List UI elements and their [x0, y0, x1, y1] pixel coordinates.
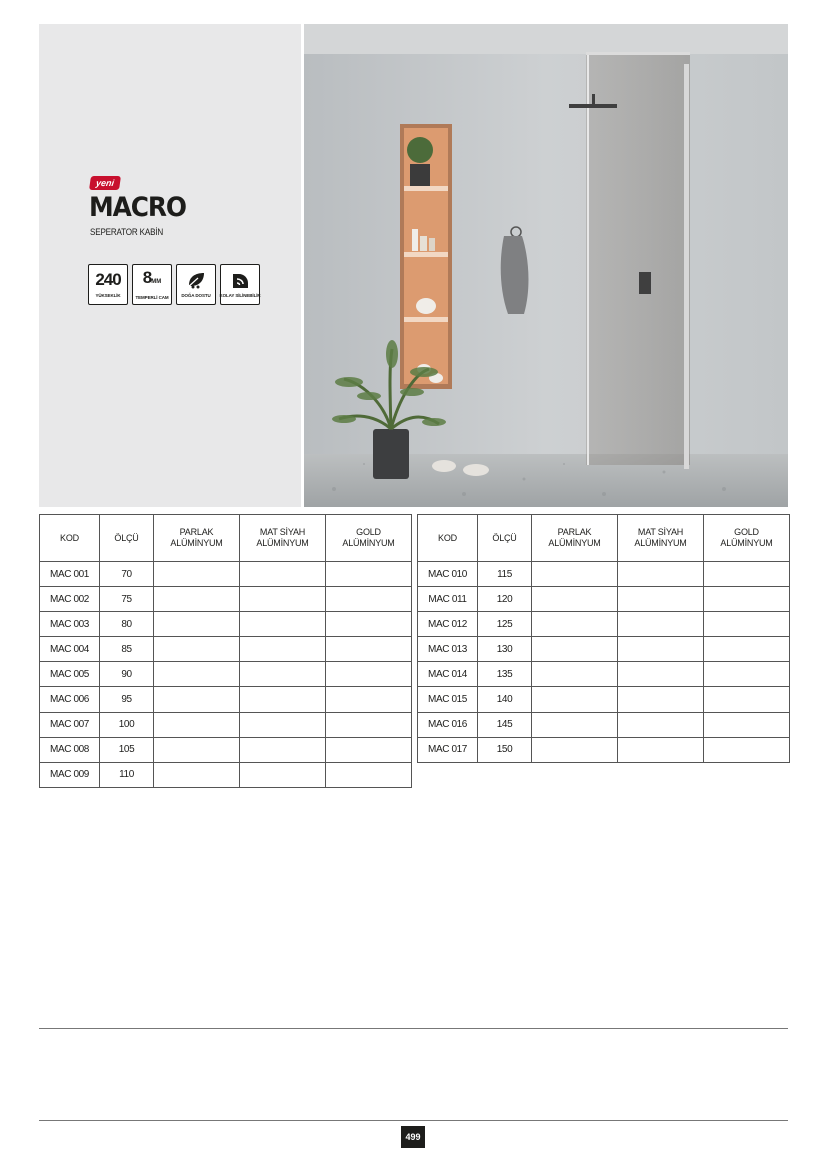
product-code-cell: MAC 003 — [40, 612, 100, 637]
finish-cell — [154, 737, 240, 762]
table-row — [418, 712, 790, 737]
finish-cell — [618, 587, 704, 612]
finish-cell — [704, 712, 790, 737]
product-code-cell: MAC 006 — [40, 687, 100, 712]
size-cell: 145 — [478, 712, 532, 737]
product-code-cell: MAC 011 — [418, 587, 478, 612]
finish-cell — [618, 712, 704, 737]
easy-clean-caption: KOLAY SİLİNEBİLİR — [219, 293, 261, 298]
product-code-cell: MAC 009 — [40, 762, 100, 787]
table-row — [40, 612, 412, 637]
size-cell: 135 — [478, 662, 532, 687]
finish-cell — [240, 562, 326, 587]
table-row — [418, 587, 790, 612]
column-header: MAT SİYAH ALÜMİNYUM — [618, 515, 704, 562]
new-badge: yeni — [89, 176, 121, 190]
table-row — [40, 712, 412, 737]
finish-cell — [704, 612, 790, 637]
finish-cell — [240, 587, 326, 612]
table-row — [418, 612, 790, 637]
eco-feature — [176, 264, 216, 305]
glass-unit: MM — [151, 279, 162, 285]
finish-cell — [154, 762, 240, 787]
size-cell: 140 — [478, 687, 532, 712]
column-header: KOD — [418, 515, 478, 562]
price-table-right — [417, 514, 790, 763]
product-code-cell: MAC 015 — [418, 687, 478, 712]
column-header: GOLD ALÜMİNYUM — [704, 515, 790, 562]
glass-caption: TEMPERLİ CAM — [135, 295, 169, 300]
product-code-cell: MAC 014 — [418, 662, 478, 687]
finish-cell — [154, 587, 240, 612]
column-header: ÖLÇÜ — [478, 515, 532, 562]
product-code-cell: MAC 004 — [40, 637, 100, 662]
table-header-row — [418, 515, 790, 562]
product-code-cell: MAC 010 — [418, 562, 478, 587]
finish-cell — [240, 637, 326, 662]
product-info-panel — [39, 24, 301, 507]
finish-cell — [704, 637, 790, 662]
finish-cell — [704, 662, 790, 687]
product-code-cell: MAC 005 — [40, 662, 100, 687]
product-subtitle: SEPERATOR KABİN — [90, 227, 164, 237]
product-code-cell: MAC 017 — [418, 737, 478, 762]
column-header: GOLD ALÜMİNYUM — [326, 515, 412, 562]
product-code-cell: MAC 001 — [40, 562, 100, 587]
product-code-cell: MAC 002 — [40, 587, 100, 612]
finish-cell — [532, 587, 618, 612]
size-cell: 105 — [100, 737, 154, 762]
product-code-cell: MAC 012 — [418, 612, 478, 637]
finish-cell — [704, 562, 790, 587]
finish-cell — [154, 612, 240, 637]
divider-line — [39, 1028, 788, 1029]
size-cell: 110 — [100, 762, 154, 787]
size-cell: 115 — [478, 562, 532, 587]
product-photo — [304, 24, 788, 507]
eco-caption: DOĞA DOSTU — [181, 293, 211, 298]
finish-cell — [326, 662, 412, 687]
table-row — [40, 562, 412, 587]
finish-cell — [154, 637, 240, 662]
finish-cell — [704, 587, 790, 612]
finish-cell — [240, 737, 326, 762]
column-header: ÖLÇÜ — [100, 515, 154, 562]
size-cell: 125 — [478, 612, 532, 637]
finish-cell — [326, 612, 412, 637]
table-row — [40, 687, 412, 712]
table-row — [418, 662, 790, 687]
size-cell: 70 — [100, 562, 154, 587]
finish-cell — [532, 687, 618, 712]
easy-clean-feature — [220, 264, 260, 305]
page-number: 499 — [401, 1126, 425, 1148]
table-row — [40, 587, 412, 612]
finish-cell — [532, 662, 618, 687]
footer-divider-line — [39, 1120, 788, 1121]
finish-cell — [240, 612, 326, 637]
table-row — [418, 737, 790, 762]
finish-cell — [326, 687, 412, 712]
finish-cell — [326, 712, 412, 737]
finish-cell — [618, 562, 704, 587]
glass-value: 8 — [142, 268, 152, 287]
finish-cell — [532, 612, 618, 637]
product-title: MACRO — [89, 192, 186, 223]
height-caption: YÜKSEKLİK — [95, 293, 121, 298]
finish-cell — [240, 762, 326, 787]
size-cell: 150 — [478, 737, 532, 762]
finish-cell — [532, 712, 618, 737]
column-header: MAT SİYAH ALÜMİNYUM — [240, 515, 326, 562]
table-row — [418, 562, 790, 587]
finish-cell — [618, 612, 704, 637]
finish-cell — [240, 687, 326, 712]
product-code-cell: MAC 008 — [40, 737, 100, 762]
glass-feature — [132, 264, 172, 305]
table-row — [40, 662, 412, 687]
finish-cell — [618, 687, 704, 712]
height-feature — [88, 264, 128, 305]
table-row — [418, 637, 790, 662]
finish-cell — [326, 587, 412, 612]
finish-cell — [240, 712, 326, 737]
table-row — [40, 762, 412, 787]
table-row — [418, 687, 790, 712]
product-code-cell: MAC 007 — [40, 712, 100, 737]
finish-cell — [326, 637, 412, 662]
table-row — [40, 737, 412, 762]
size-cell: 85 — [100, 637, 154, 662]
eco-leaf-icon — [185, 271, 207, 289]
product-code-cell: MAC 016 — [418, 712, 478, 737]
finish-cell — [326, 762, 412, 787]
finish-cell — [618, 637, 704, 662]
finish-cell — [532, 562, 618, 587]
height-value: 240 — [95, 270, 121, 289]
finish-cell — [618, 662, 704, 687]
table-header-row — [40, 515, 412, 562]
finish-cell — [326, 562, 412, 587]
finish-cell — [532, 637, 618, 662]
finish-cell — [154, 562, 240, 587]
size-cell: 100 — [100, 712, 154, 737]
easy-clean-icon — [229, 271, 251, 289]
finish-cell — [240, 662, 326, 687]
feature-icons — [88, 264, 260, 305]
size-cell: 90 — [100, 662, 154, 687]
price-table-left — [39, 514, 412, 788]
finish-cell — [154, 712, 240, 737]
product-code-cell: MAC 013 — [418, 637, 478, 662]
size-cell: 75 — [100, 587, 154, 612]
finish-cell — [154, 662, 240, 687]
finish-cell — [618, 737, 704, 762]
finish-cell — [154, 687, 240, 712]
size-cell: 95 — [100, 687, 154, 712]
finish-cell — [326, 737, 412, 762]
finish-cell — [704, 687, 790, 712]
size-cell: 80 — [100, 612, 154, 637]
finish-cell — [532, 737, 618, 762]
finish-cell — [704, 737, 790, 762]
column-header: KOD — [40, 515, 100, 562]
column-header: PARLAK ALÜMİNYUM — [154, 515, 240, 562]
size-cell: 120 — [478, 587, 532, 612]
table-row — [40, 637, 412, 662]
column-header: PARLAK ALÜMİNYUM — [532, 515, 618, 562]
size-cell: 130 — [478, 637, 532, 662]
